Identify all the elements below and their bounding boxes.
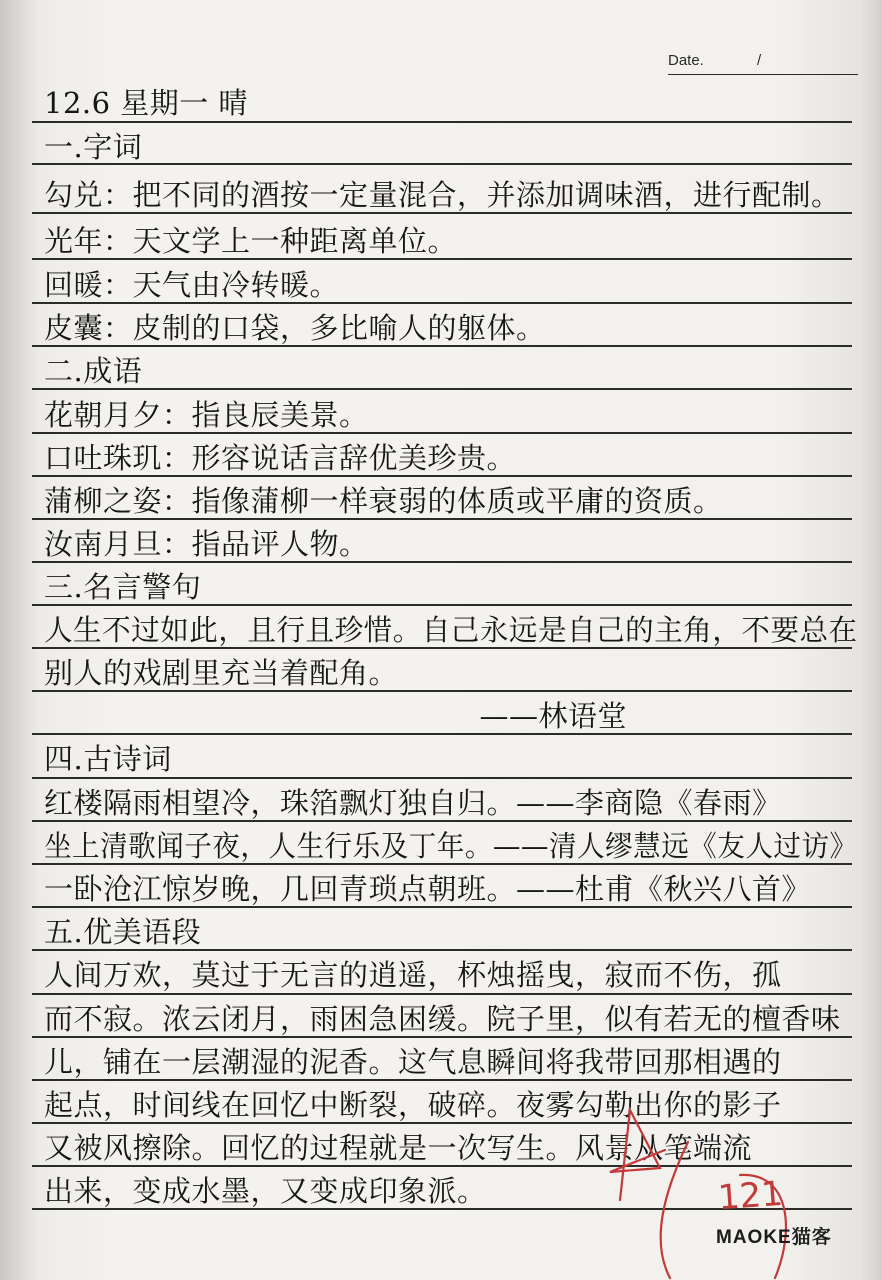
- grade-score: 121: [716, 1173, 785, 1219]
- date-slash: /: [757, 52, 762, 69]
- entry-date-line: 12.6 星期一 晴: [44, 86, 249, 120]
- text-line: 红楼隔雨相望冷，珠箔飘灯独自归。——李商隐《春雨》: [44, 786, 782, 820]
- rule-line: [32, 432, 852, 434]
- quote-attribution: ——林语堂: [479, 699, 627, 733]
- text-line: 出来，变成水墨，又变成印象派。: [44, 1174, 487, 1208]
- rule-line: [32, 345, 852, 347]
- text-line: 蒲柳之姿：指像蒲柳一样衰弱的体质或平庸的资质。: [44, 484, 723, 518]
- rule-line: [32, 212, 852, 214]
- rule-line: [32, 777, 852, 779]
- section-heading: 四.古诗词: [44, 742, 172, 776]
- text-line: 坐上清歌闻子夜，人生行乐及丁年。——清人缪慧远《友人过访》: [44, 829, 858, 863]
- text-line: 一卧沧江惊岁晚，几回青琐点朝班。——杜甫《秋兴八首》: [44, 872, 812, 906]
- text-line: 起点，时间线在回忆中断裂，破碎。夜雾勾勒出你的影子: [44, 1088, 782, 1122]
- rule-line: [32, 820, 852, 822]
- text-line: 回暖：天气由冷转暖。: [44, 268, 340, 302]
- section-heading: 五.优美语段: [44, 915, 202, 949]
- rule-line: [32, 604, 852, 606]
- rule-line: [32, 949, 852, 951]
- text-line: 光年：天文学上一种距离单位。: [44, 224, 458, 258]
- rule-line: [32, 561, 852, 563]
- section-heading: 三.名言警句: [44, 570, 202, 604]
- text-line: 花朝月夕：指良辰美景。: [44, 398, 369, 432]
- rule-line: [32, 863, 852, 865]
- notebook-brand-logo: MAOKE猫客: [716, 1227, 832, 1248]
- rule-line: [32, 647, 852, 649]
- rule-line: [32, 733, 852, 735]
- rule-line: [32, 906, 852, 908]
- text-line: 汝南月旦：指品评人物。: [44, 527, 369, 561]
- text-line: 儿，铺在一层潮湿的泥香。这气息瞬间将我带回那相遇的: [44, 1045, 782, 1079]
- rule-line: [32, 388, 852, 390]
- red-pen-grade-mark: [590, 1080, 820, 1280]
- date-label: Date.: [668, 52, 704, 69]
- text-line: 人间万欢，莫过于无言的逍遥，杯烛摇曳，寂而不伤，孤: [44, 958, 782, 992]
- rule-line: [32, 993, 852, 995]
- text-line: 人生不过如此，且行且珍惜。自己永远是自己的主角，不要总在: [44, 613, 858, 647]
- rule-line: [32, 302, 852, 304]
- rule-line: [32, 121, 852, 123]
- date-rule: [668, 74, 858, 75]
- section-heading: 一.字词: [44, 130, 143, 164]
- rule-line: [32, 258, 852, 260]
- text-line: 别人的戏剧里充当着配角。: [44, 656, 399, 690]
- text-line: 口吐珠玑：形容说话言辞优美珍贵。: [44, 441, 517, 475]
- text-line: 而不寂。浓云闭月，雨困急困缓。院子里，似有若无的檀香味: [44, 1002, 841, 1036]
- rule-line: [32, 475, 852, 477]
- text-line: 皮囊：皮制的口袋，多比喻人的躯体。: [44, 311, 546, 345]
- rule-line: [32, 1036, 852, 1038]
- rule-line: [32, 690, 852, 692]
- section-heading: 二.成语: [44, 354, 143, 388]
- text-line: 又被风擦除。回忆的过程就是一次写生。风景从笔端流: [44, 1131, 753, 1165]
- red-star-scribble: [610, 1110, 665, 1200]
- rule-line: [32, 518, 852, 520]
- red-grade-stroke: [661, 1142, 688, 1278]
- text-line: 勾兑：把不同的酒按一定量混合，并添加调味酒，进行配制。: [44, 178, 841, 212]
